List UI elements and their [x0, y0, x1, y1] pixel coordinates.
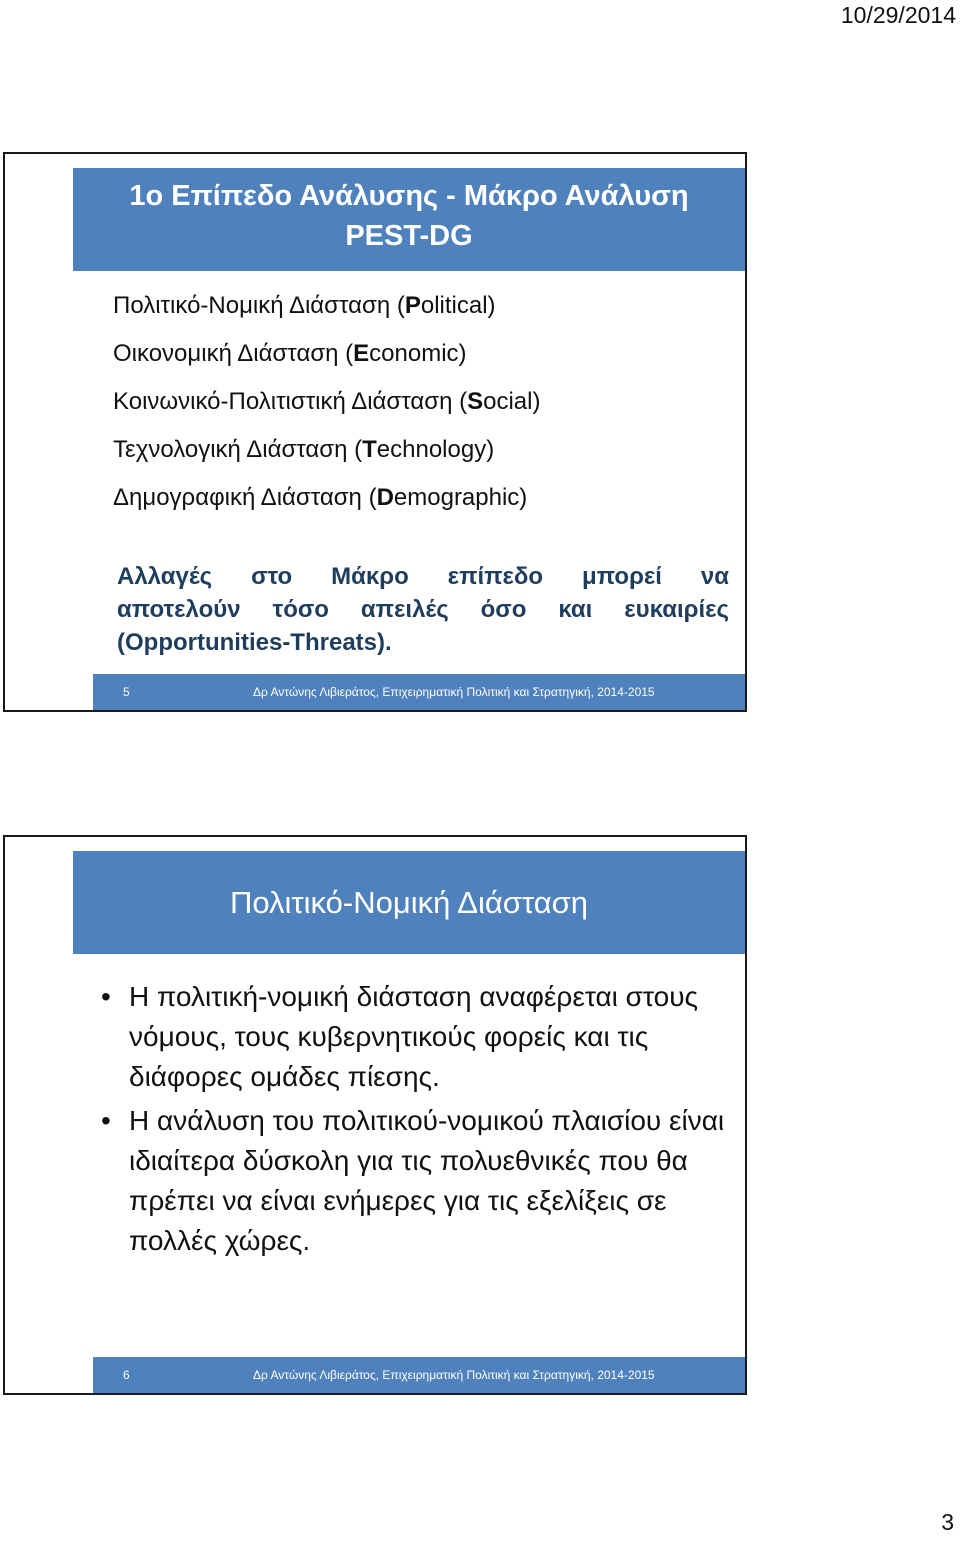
footer-author-course: Δρ Αντώνης Λιβιεράτος, Επιχειρηματική Πολιτική και Στρατηγική, 2014-2015 [253, 685, 655, 699]
dimension-item-technology: Τεχνολογική Διάσταση (Technology) [113, 436, 495, 463]
pest-dimension-list [113, 282, 540, 522]
opportunities-threats-note: Αλλαγές στο Μάκρο επίπεδο μπορεί να αποτελούν τόσο απειλές όσο και ευκαιρίες (Opportunities-Threats). [117, 563, 729, 656]
bullet-item: • Η πολιτική-νομική διάσταση αναφέρεται στους νόμους, τους κυβερνητικούς φορείς και τις διάφορες ομάδες πίεσης. [101, 977, 741, 1097]
dimension-item-demographic: Δημογραφική Διάσταση (Demographic) [113, 484, 528, 511]
bullet-item: • Η ανάλυση του πολιτικού-νομικού πλαισίου είναι ιδιαίτερα δύσκολη για τις πολυεθνικές που θα πρέπει να είναι ενήμερες για τις εξελίξεις σε πολλές χώρες. [101, 1101, 741, 1261]
slide-title-line-1: 1ο Επίπεδο Ανάλυσης - Μάκρο Ανάλυση [129, 180, 689, 212]
slide-title: Πολιτικό-Νομική Διάσταση [73, 851, 745, 954]
slide-number: 5 [123, 685, 130, 699]
handout-date: 10/29/2014 [840, 2, 956, 28]
slide-footer [93, 1357, 745, 1393]
dimension-item-political: Πολιτικό-Νομική Διάσταση (Political) [113, 292, 496, 319]
page-number: 3 [941, 1509, 954, 1535]
slide-title-line-2: PEST-DG [345, 220, 473, 252]
slide-title [73, 168, 745, 271]
slide-6 [3, 835, 747, 1395]
bullet-list [101, 977, 741, 1265]
bullet-dot-icon: • [101, 1105, 111, 1136]
slide-footer [93, 674, 745, 710]
bullet-dot-icon: • [101, 981, 111, 1012]
slide-5 [3, 152, 747, 712]
slide-number: 6 [123, 1368, 130, 1382]
dimension-item-social: Κοινωνικό-Πολιτιστική Διάσταση (Social) [113, 388, 541, 415]
dimension-item-economic: Οικονομική Διάσταση (Economic) [113, 340, 467, 367]
footer-author-course: Δρ Αντώνης Λιβιεράτος, Επιχειρηματική Πολιτική και Στρατηγική, 2014-2015 [253, 1368, 655, 1382]
